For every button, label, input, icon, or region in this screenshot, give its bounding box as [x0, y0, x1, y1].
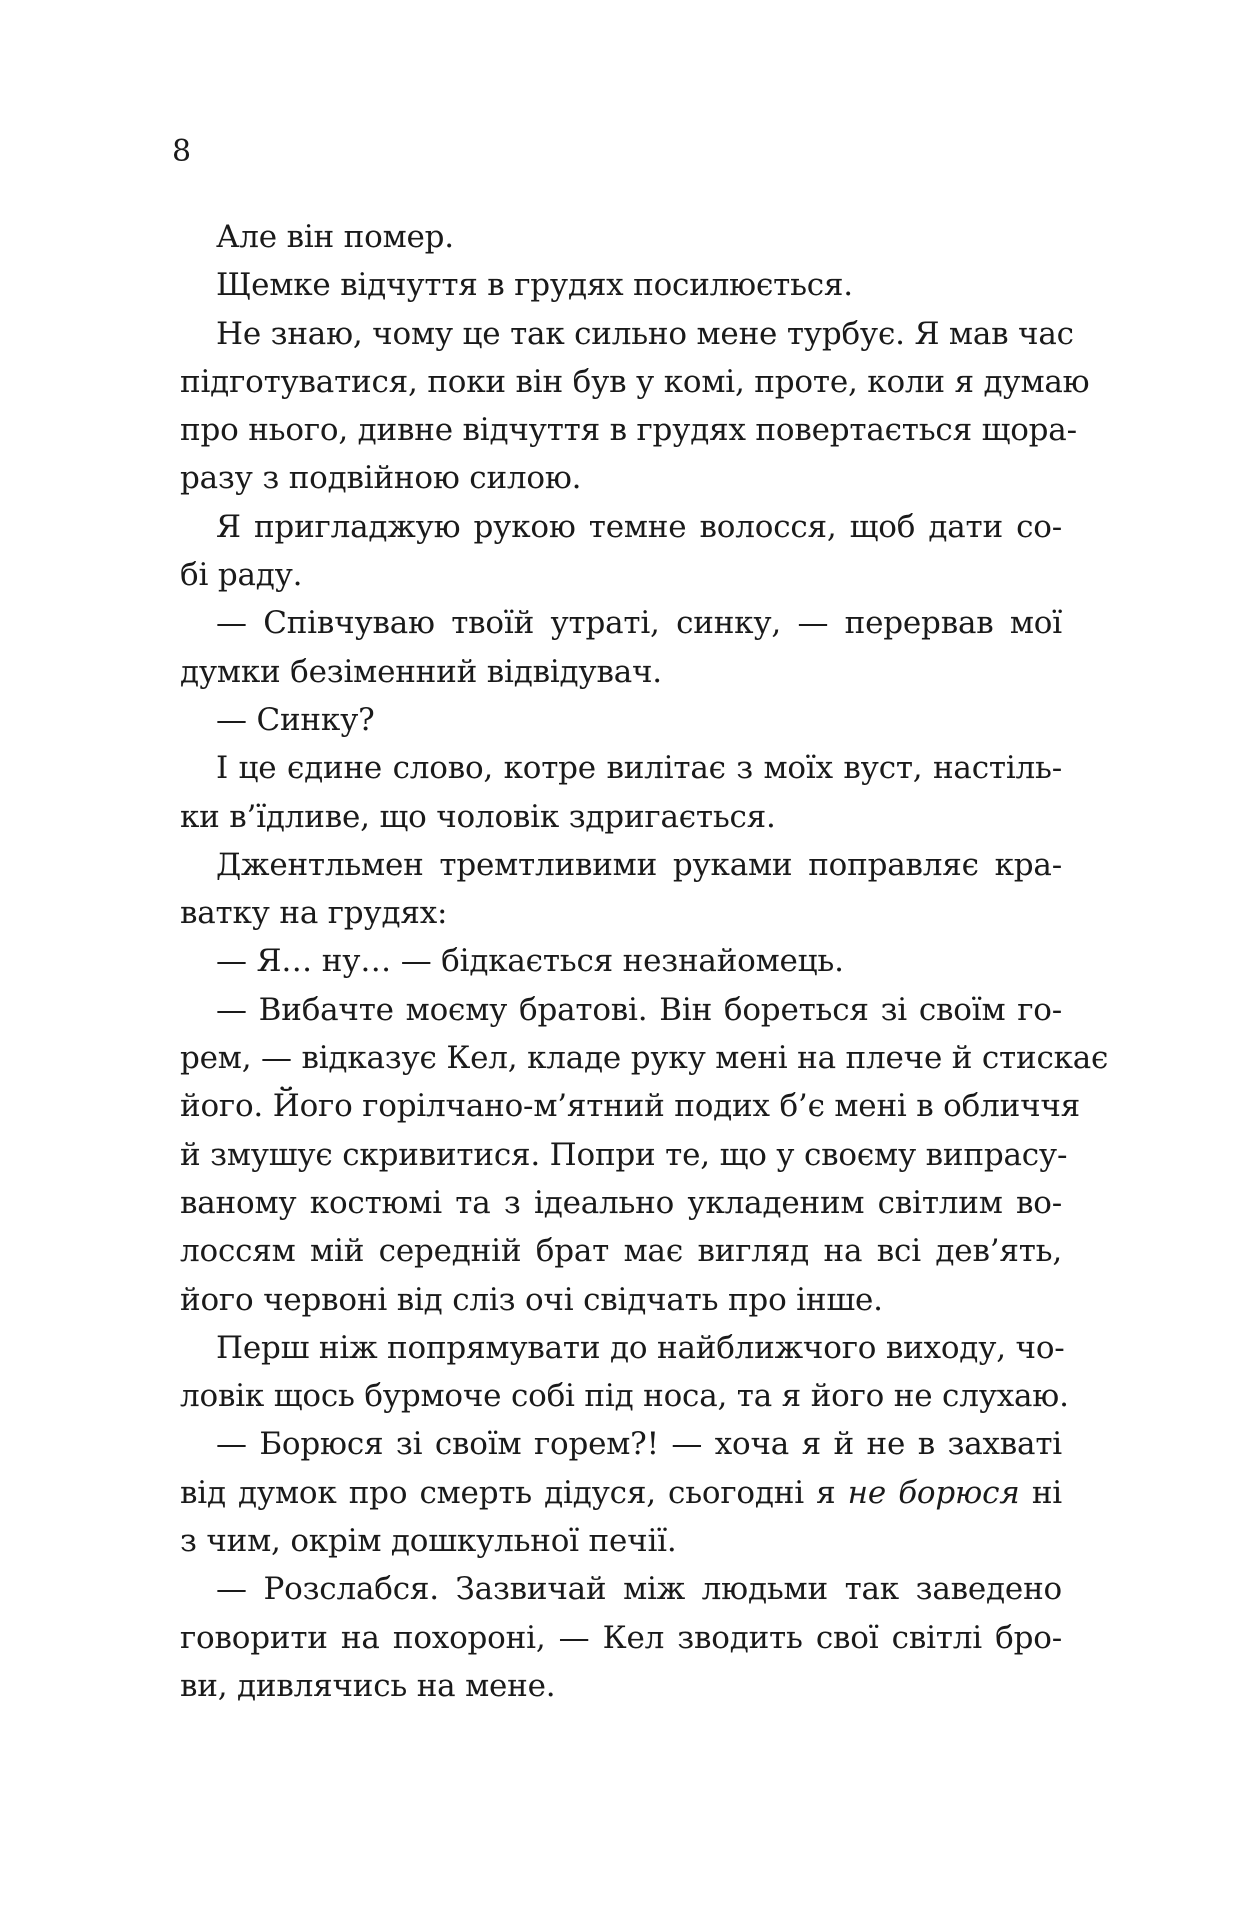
text-line: разу з подвійною силою.	[180, 460, 582, 497]
text-line: й змушує скривитися. Попри те, що у своєму випрасу-	[180, 1136, 1068, 1173]
text-line: Не знаю, чому це так сильно мене турбує. Я мав час	[216, 315, 1074, 352]
text-line: про нього, дивне відчуття в грудях повертається щора-	[180, 412, 1077, 449]
text-line: — Я… ну… — бідкається незнайомець.	[216, 943, 844, 980]
text-line: — Синку?	[216, 701, 375, 738]
text-line: ваному костюмі та з ідеально укладеним світлим во-	[180, 1184, 1062, 1221]
text-segment: ні	[1019, 1474, 1062, 1511]
text-line: підготуватися, поки він був у комі, проте, коли я думаю	[180, 363, 1090, 400]
text-line: думки безіменний відвідувач.	[180, 653, 662, 690]
text-line: ватку на грудях:	[180, 895, 448, 932]
text-line: Джентльмен тремтливими руками поправляє кра-	[216, 846, 1062, 883]
text-line: лоссям мій середній брат має вигляд на всі дев’ять,	[180, 1233, 1062, 1270]
text-line: бі раду.	[180, 557, 303, 594]
text-line: з чим, окрім дошкульної печії.	[180, 1523, 677, 1560]
text-line: його. Його горілчано-м’ятний подих б’є мені в обличчя	[180, 1088, 1081, 1125]
text-line: — Співчуваю твоїй утраті, синку, — перервав мої	[216, 605, 1062, 642]
text-line: Я пригладжую рукою темне волосся, щоб дати со-	[216, 508, 1062, 545]
text-line: Але він помер.	[216, 219, 454, 255]
page-number: 8	[172, 134, 192, 169]
text-line: Перш ніж попрямувати до найближчого виходу, чо-	[216, 1329, 1065, 1366]
text-line: — Розслабся. Зазвичай між людьми так заведено	[216, 1571, 1062, 1608]
text-line: говорити на похороні, — Кел зводить свої світлі бро-	[180, 1619, 1062, 1656]
italic-emphasis: не борюся	[847, 1474, 1020, 1511]
text-line: його червоні від сліз очі свідчать про інше.	[180, 1281, 883, 1318]
text-line: Щемке відчуття в грудях посилюється.	[216, 267, 853, 304]
text-line: — Борюся зі своїм горем?! — хоча я й не в захваті	[216, 1426, 1062, 1463]
text-segment: від думок про смерть дідуся, сьогодні я	[180, 1474, 848, 1511]
body-text	[180, 213, 1109, 1710]
text-line: ви, дивлячись на мене.	[180, 1667, 556, 1704]
text-line: рем, — відказує Кел, кладе руку мені на плече й стискає	[180, 1040, 1109, 1077]
text-line: ловік щось бурмоче собі під носа, та я його не слухаю.	[180, 1378, 1069, 1415]
text-line: — Вибачте моєму братові. Він бореться зі своїм го-	[216, 991, 1062, 1028]
text-line: І це єдине слово, котре вилітає з моїх вуст, настіль-	[216, 750, 1062, 787]
text-line	[180, 1469, 1062, 1517]
text-line: ки в’їдливе, що чоловік здригається.	[180, 798, 776, 835]
